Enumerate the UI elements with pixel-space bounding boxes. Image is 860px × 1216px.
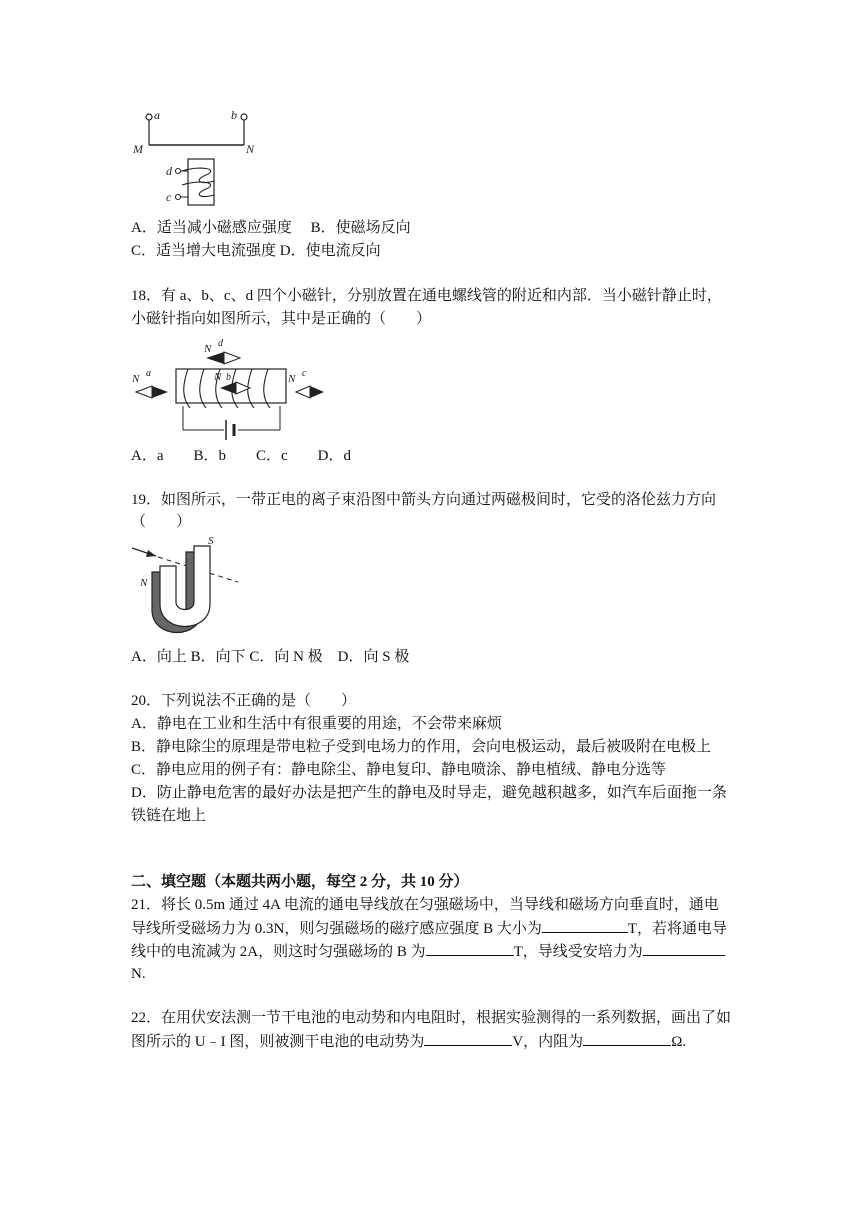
q21-blank-3[interactable] bbox=[643, 941, 725, 956]
q21-line2-text: 导线所受磁场力为 0.3N，则匀强磁场的磁疗感应强度 B 大小为 bbox=[131, 921, 542, 937]
q21-line1: 21．将长 0.5m 通过 4A 电流的通电导线放在匀强磁场中，当导线和磁场方向垂直时，通电 bbox=[131, 897, 719, 913]
q21-line2 bbox=[131, 918, 727, 939]
q22-line2-text-c: Ω. bbox=[671, 1034, 687, 1050]
q19-label-S: S bbox=[208, 536, 214, 547]
q20-option-b: B．静电除尘的原理是带电粒子受到电场力的作用，会向电极运动，最后被吸附在电极上 bbox=[131, 739, 712, 755]
q18-stem-line2: 小磁针指向如图所示，其中是正确的（ ） bbox=[131, 311, 432, 327]
q21-line3-text-b: T，导线受安培力为 bbox=[513, 944, 643, 960]
q18-label-N-b: N bbox=[214, 371, 222, 383]
q18-label-N-d: N bbox=[204, 343, 212, 355]
q19-options: A．向上 B．向下 C．向 N 极 D．向 S 极 bbox=[131, 649, 410, 665]
q20-stem: 20．下列说法不正确的是（ ） bbox=[131, 693, 357, 709]
q18-options: A．a B．b C．c D．d bbox=[131, 448, 351, 464]
q18-label-N-c: N bbox=[288, 373, 296, 385]
q17-label-a: a bbox=[154, 108, 160, 122]
q19-stem-line1: 19．如图所示，一带正电的离子束沿图中箭头方向通过两磁极间时，它受的洛伦兹力方向 bbox=[131, 492, 717, 508]
q17-label-b: b bbox=[231, 108, 237, 122]
q20-option-c: C．静电应用的例子有：静电除尘、静电复印、静电喷涂、静电植绒、静电分选等 bbox=[131, 762, 667, 778]
q18-label-b: b bbox=[226, 372, 231, 383]
q22-line2-text-b: V，内阻为 bbox=[512, 1034, 584, 1050]
q19-label-N: N bbox=[140, 577, 148, 589]
q22-blank-1[interactable] bbox=[424, 1031, 512, 1046]
q22-line2-text: 图所示的 U﹣I 图，则被测干电池的电动势为 bbox=[131, 1034, 425, 1050]
q22-line2 bbox=[131, 1031, 686, 1052]
q18-label-a: a bbox=[146, 368, 151, 379]
q22-blank-2[interactable] bbox=[583, 1031, 671, 1046]
q18-label-c: c bbox=[302, 368, 307, 379]
q21-line4: N. bbox=[131, 966, 146, 982]
q18-solenoid-figure bbox=[128, 336, 338, 440]
q19-magnet-figure bbox=[128, 536, 248, 640]
q17-options-line2: C．适当增大电流强度 D．使电流反向 bbox=[131, 243, 381, 259]
q20-option-d-line1: D．防止静电危害的最好办法是把产生的静电及时导走，避免越积越多，如汽车后面拖一条 bbox=[131, 785, 727, 801]
q17-label-M: M bbox=[133, 142, 143, 156]
q17-label-d: d bbox=[166, 164, 172, 178]
q21-blank-2[interactable] bbox=[426, 941, 514, 956]
q18-stem-line1: 18．有 a、b、c、d 四个小磁针，分别放置在通电螺线管的附近和内部．当小磁针静止时， bbox=[131, 288, 722, 304]
q18-label-N-a: N bbox=[132, 373, 140, 385]
q17-label-c: c bbox=[166, 190, 172, 204]
q19-stem-line2: （ ） bbox=[131, 514, 192, 530]
section2-heading: 二、填空题（本题共两小题，每空 2 分，共 10 分） bbox=[131, 874, 469, 890]
q21-line3 bbox=[131, 941, 725, 962]
q20-option-d-line2: 铁链在地上 bbox=[131, 808, 207, 824]
q21-line2-text-b: T，若将通电导 bbox=[627, 921, 728, 937]
q21-blank-1[interactable] bbox=[542, 918, 628, 933]
q22-line1: 22．在用伏安法测一节干电池的电动势和内电阻时，根据实验测得的一系列数据，画出了如 bbox=[131, 1010, 732, 1026]
q20-option-a: A．静电在工业和生活中有很重要的用途，不会带来麻烦 bbox=[131, 716, 502, 732]
q17-label-N: N bbox=[246, 142, 255, 156]
q17-circuit-figure bbox=[130, 105, 270, 215]
q18-label-d: d bbox=[218, 338, 223, 349]
q17-options-line1: A．适当减小磁感应强度 B．使磁场反向 bbox=[131, 220, 411, 236]
q21-line3-text: 线中的电流减为 2A，则这时匀强磁场的 B 为 bbox=[131, 944, 426, 960]
